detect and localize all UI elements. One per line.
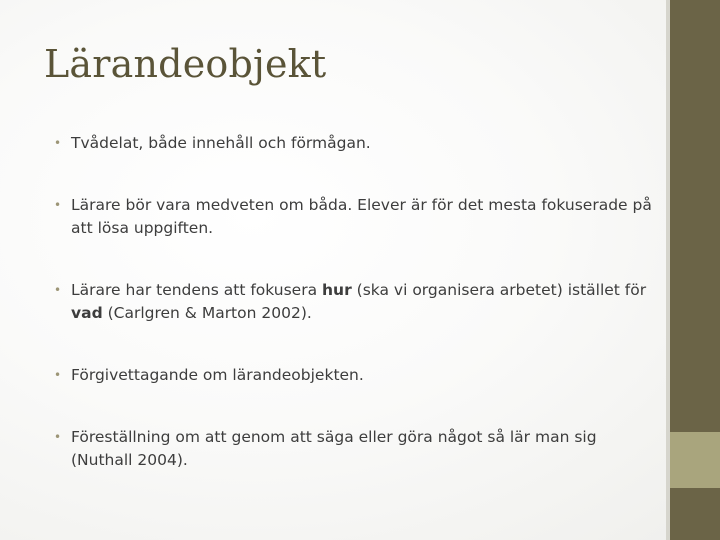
bullet-item xyxy=(54,194,654,240)
bullet-text: Tvådelat, både innehåll och förmågan. xyxy=(71,134,371,152)
side-panel-accent xyxy=(670,432,720,488)
bullet-text xyxy=(71,281,646,322)
bullet-item xyxy=(54,364,654,387)
bullet-text: Förgivettagande om lärandeobjekten. xyxy=(71,366,364,384)
bullet-text-part: (Carlgren & Marton 2002). xyxy=(102,304,312,322)
bullet-text: Föreställning om att genom att säga eller göra något så lär man sig (Nuthall 2004). xyxy=(71,428,597,469)
bullet-text-part: (ska vi organisera arbetet) istället för xyxy=(351,281,647,299)
bullet-dot-icon: • xyxy=(54,430,62,444)
bullet-dot-icon: • xyxy=(54,283,62,297)
bullet-item xyxy=(54,426,654,472)
bullet-dot-icon: • xyxy=(54,136,62,150)
emphasis-vad: vad xyxy=(71,304,103,322)
bullet-dot-icon: • xyxy=(54,198,62,212)
bullet-text: Lärare bör vara medveten om båda. Elever är för det mesta fokuserade på att lösa uppgiften. xyxy=(71,196,652,237)
bullet-dot-icon: • xyxy=(54,368,62,382)
bullet-text-part: Lärare har tendens att fokusera xyxy=(71,281,323,299)
bullet-list xyxy=(54,132,654,472)
bullet-item xyxy=(54,132,654,155)
slide-title: Lärandeobjekt xyxy=(44,42,327,86)
emphasis-hur: hur xyxy=(322,281,352,299)
bullet-item xyxy=(54,279,654,325)
